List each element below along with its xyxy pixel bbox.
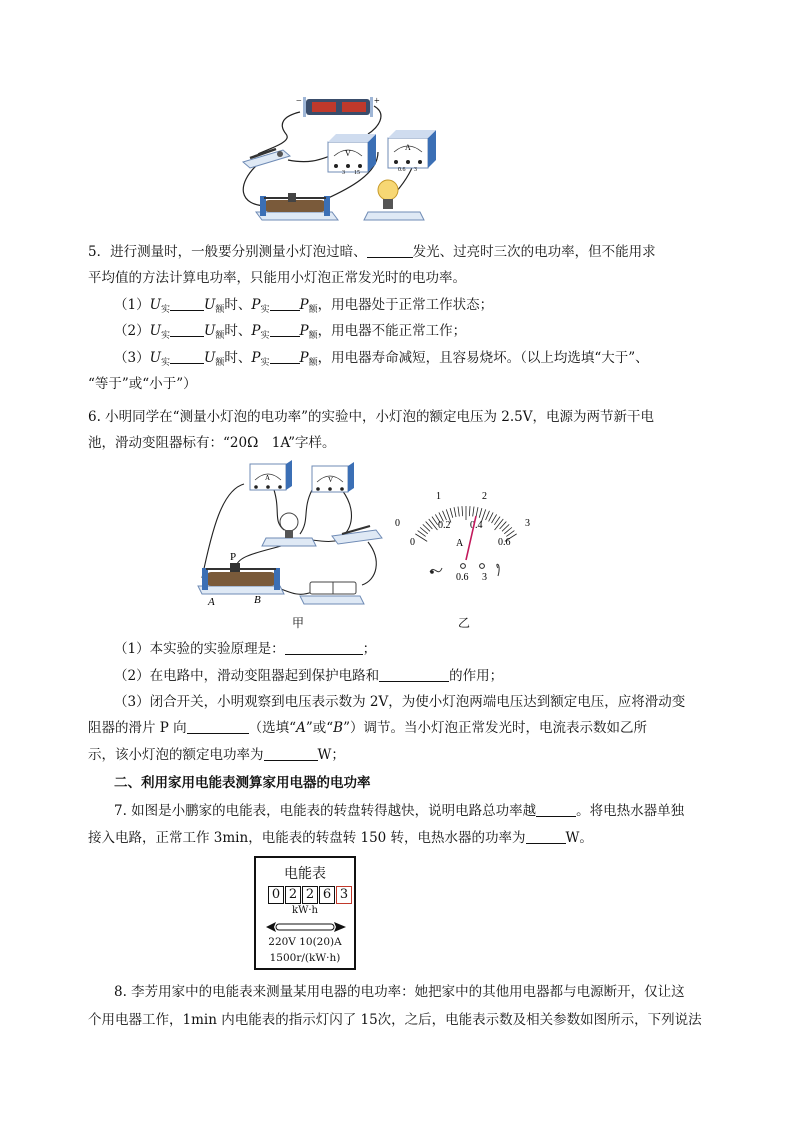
q5-sub1-blank-u[interactable] (170, 297, 204, 311)
dial-tick (450, 508, 453, 518)
dial-bottom-06: 0.6 (498, 537, 511, 548)
dial-tick (495, 519, 504, 530)
label-B: B (254, 594, 261, 606)
q5-sub-1: $(1)U_实$ $U_额$时、$P_实$ $P_额$，用电器处于正常工作状态； (114, 297, 494, 315)
q6-blank-role[interactable] (379, 668, 449, 682)
q6-sub-2: （2）在电路中，滑动变阻器起到保护电路和 的作用； (114, 668, 504, 684)
q5-sub3-blank-u[interactable] (170, 350, 204, 364)
meter-rating: 220V 10(20)A (268, 936, 342, 948)
voltmeter-symbol: V (345, 149, 351, 158)
energy-meter (254, 856, 356, 970)
dial-tick (476, 507, 478, 517)
q5-sub3-blank-p[interactable] (270, 350, 300, 364)
dial-top-3: 3 (525, 518, 530, 529)
q5-sub-2: $(2)U_实$ $U_额$时、$P_实$ $P_额$，用电器不能正常工作； (114, 323, 467, 341)
caption-yi: 乙 (458, 616, 471, 630)
q6-sub-3-line-1: （3）闭合开关，小明观察到电压表示数为 2V，为使小灯泡两端电压达到额定电压，应将滑动变 (114, 694, 686, 710)
meter-digit-4: 6 (319, 886, 335, 904)
battery-plus-label: + (374, 96, 380, 107)
dial-term-3: 3 (482, 572, 487, 583)
dial-tick (458, 507, 459, 517)
ammeter-symbol: A (405, 143, 411, 152)
q5-line-last: “等于”或“小于”） (88, 376, 197, 392)
jia-voltmeter-symbol: V (328, 476, 334, 484)
rheostat-icon (256, 193, 338, 220)
q7-blank-power[interactable] (536, 803, 576, 817)
dial-term-06: 0.6 (456, 572, 469, 583)
q5-text-b: 发光、过亮时三次的电功率，但不能用求 (412, 244, 656, 260)
meter-constant: 1500r/(kW·h) (269, 952, 341, 964)
dial-top-1: 1 (436, 491, 441, 502)
dial-tick (462, 506, 463, 516)
q5-line-1 (88, 243, 718, 261)
label-P: P (230, 551, 237, 563)
q6-sub-3-line-3: 示，该小灯泡的额定电功率为 W； (88, 747, 345, 763)
voltmeter-icon (328, 134, 376, 172)
dial-top-2: 2 (482, 491, 487, 502)
q6-line-2: 池，滑动变阻器标有：“20Ω 1A”字样。 (88, 435, 336, 451)
q5-sub2-blank-u[interactable] (170, 323, 204, 337)
dial-unit: A (456, 538, 464, 549)
meter-digit-1: 0 (268, 886, 284, 904)
meter-digits (268, 886, 352, 904)
meter-unit: kW·h (292, 905, 318, 916)
voltmeter-term-3: 3 (342, 170, 345, 176)
caption-jia: 甲 (292, 616, 305, 630)
dial-tick (454, 507, 456, 517)
bulb-icon (364, 180, 424, 220)
dial-tick (492, 514, 497, 523)
q6-blank-principle[interactable] (285, 641, 363, 655)
q5-sub2-blank-p[interactable] (270, 323, 300, 337)
rheostat-icon (198, 563, 284, 594)
q6-sub-1: （1）本实验的实验原理是： ； (114, 641, 377, 657)
q5-blank-1[interactable] (367, 244, 413, 258)
dial-bottom-02: 0.2 (438, 520, 451, 531)
dial-tick (479, 508, 482, 518)
dial-tick (443, 511, 447, 520)
dial-bottom-0: 0 (410, 537, 415, 548)
voltmeter-term-15: 15 (354, 170, 360, 176)
dial-bottom-04: 0.4 (470, 520, 483, 531)
q7-line-1: 7. 如图是小鹏家的电能表，电能表的转盘转得越快，说明电路总功率越 。将电热水器单独 (114, 803, 685, 819)
meter-digit-2: 2 (285, 886, 301, 904)
battery-icon (303, 97, 373, 117)
dial-tick (489, 512, 494, 521)
circuit-apparatus-figure-1 (228, 94, 448, 232)
q8-line-1: 8. 李芳用家中的电能表来测量某用电器的电功率：她把家中的其他用电器都与电源断开，仅让这 (114, 984, 685, 1000)
q8-line-2: 个用电器工作，1min 内电能表的指示灯闪了 15次，之后，电能表示数及相关参数如图所示，下列说法 (88, 1012, 702, 1028)
ammeter-term-06: 0.6 (398, 167, 406, 173)
dial-tick (486, 511, 490, 520)
circuit-diagram-jia (192, 460, 392, 610)
dial-tick (429, 519, 438, 530)
switch-icon (243, 149, 290, 168)
dial-tick (415, 534, 427, 542)
q6-line-1: 6. 小明同学在“测量小灯泡的电功率”的实验中，小灯泡的额定电压为 2.5V，电源为两节新干电 (88, 409, 654, 425)
ammeter-icon (250, 460, 292, 490)
jia-ammeter-symbol: A (265, 474, 271, 482)
meter-title: 电能表 (284, 866, 326, 882)
battery-minus-label: − (296, 96, 302, 107)
q6-blank-power[interactable] (264, 747, 318, 761)
switch-icon (332, 526, 382, 544)
ammeter-dial-yi (390, 486, 550, 586)
meter-digit-5: 3 (336, 886, 352, 904)
dial-top-0: 0 (395, 518, 400, 529)
q6-blank-direction[interactable] (187, 720, 249, 734)
q6-sub-3-line-2: 阻器的滑片 P 向 （选填“A”或“B”）调节。当小灯泡正常发光时，电流表示数如乙所 (88, 720, 647, 736)
meter-rotor-arrow-icon (266, 921, 346, 933)
q5-sub1-blank-p[interactable] (270, 297, 300, 311)
meter-digit-3: 2 (302, 886, 318, 904)
q7-blank-watts[interactable] (526, 830, 566, 844)
label-A: A (208, 596, 215, 608)
dial-tick (473, 507, 474, 517)
q5-sub-3: $(3)U_实$ $U_额$时、$P_实$ $P_额$，用电器寿命减短，且容易烧坏。（以上均选填“大于”、 (114, 350, 649, 368)
q5-line-2: 平均值的方法计算电功率，只能用小灯泡正常发光时的电功率。 (88, 270, 466, 286)
dial-tick (469, 506, 470, 516)
section-2-title: 二、利用家用电能表测算家用电器的电功率 (114, 775, 371, 791)
ammeter-term-3: 3 (414, 167, 417, 173)
ammeter-icon (388, 130, 436, 168)
bulb-icon (262, 513, 316, 546)
q7-line-2: 接入电路，正常工作 3min，电能表的转盘转 150 转，电热水器的功率为 W。 (88, 830, 593, 846)
q5-text-a: 5．进行测量时，一般要分别测量小灯泡过暗、 (88, 244, 367, 260)
